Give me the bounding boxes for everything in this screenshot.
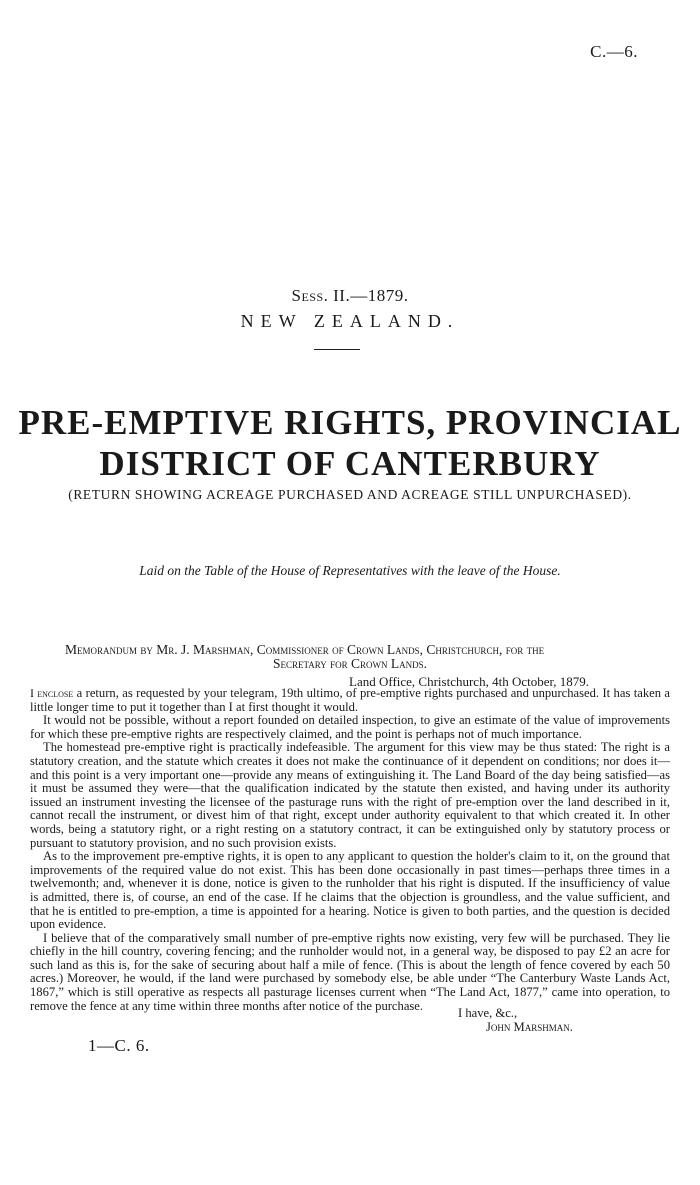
session-line bbox=[0, 286, 700, 306]
paragraph-1-lead: I enclose bbox=[30, 686, 74, 700]
title-line-2: DISTRICT OF CANTERBURY bbox=[99, 444, 601, 483]
paragraph-1-text: a return, as requested by your telegram, 19th ultimo, of pre-emptive rights purchased and unpurchased. It has taken a little longer time to put it together than I at first thought it would. bbox=[30, 686, 670, 714]
paragraph-3: The homestead pre-emptive right is practically indefeasible. The argument for this view may be thus stated: The right is a statutory creation, and the statute which creates it does not make the continuance of it dependent on conditions; nor does it—and this point is a very important one—provide any means of extinguishing it. The Land Board of the day being satisfied—as it must be assumed they were—that the qualification indicated by the statute then existed, and having under its authority issued an instrument investing the licensee of the pasturage runs with the right of pre-emption over the land described in it, cannot recall the instrument, or divest him of that right, except under authority equivalent to that which created it. In other words, being a statutory right, or a right resting on a statutory contract, it can be extinguished only by statutory process or pursuant to statutory provision, and no such provision exists. bbox=[30, 740, 670, 850]
paragraph-5: I believe that of the comparatively small number of pre-emptive rights now existing, very few will be purchased. They lie chiefly in the hill country, covering fencing; and the runholder would not, in a general way, be disposed to pay £2 an acre for such land as this is, for the sake of securing about half a mile of fence. (This is about the length of fence covered by each 50 acres.) Moreover, he would, if the land were purchased by somebody else, be able under “The Canterbury Waste Lands Act, 1867,” which is still operative as respects all pasturage licenses current when “The Land Act, 1877,” came into operation, to remove the fence at any time within three months after notice of the purchase. bbox=[30, 930, 670, 1013]
paragraph-1 bbox=[30, 687, 670, 714]
signature: John Marshman. bbox=[486, 1020, 573, 1034]
session-text: Sess. II.—1879. bbox=[291, 286, 409, 305]
memo-heading: Memorandum by Mr. J. Marshman, Commissioner of Crown Lands, Christchurch, for the bbox=[65, 642, 545, 657]
page-footer: 1—C. 6. bbox=[88, 1036, 150, 1055]
title-line-1: PRE-EMPTIVE RIGHTS, PROVINCIAL bbox=[18, 403, 682, 442]
document-reference: C.—6. bbox=[590, 42, 638, 61]
memo-dateline: Land Office, Christchurch, 4th October, 1879. bbox=[349, 674, 590, 689]
country-heading: NEW ZEALAND. bbox=[240, 311, 460, 331]
memo-body bbox=[30, 687, 670, 1013]
laid-on-table-line: Laid on the Table of the House of Representatives with the leave of the House. bbox=[139, 563, 561, 578]
paragraph-2: It would not be possible, without a report founded on detailed inspection, to give an estimate of the value of improvements for which these pre-emptive rights are respectively claimed, and the point is perhaps not of much importance. bbox=[30, 713, 670, 741]
closing: I have, &c., bbox=[458, 1006, 518, 1020]
divider-rule bbox=[314, 349, 360, 350]
subtitle: (RETURN SHOWING ACREAGE PURCHASED AND ACREAGE STILL UNPURCHASED). bbox=[68, 487, 632, 502]
paragraph-4: As to the improvement pre-emptive rights, it is open to any applicant to question the holder's claim to it, on the ground that improvements of the required value do not exist. This has been done occasionally in past times—perhaps three times in a twelvemonth; and, whenever it is done, notice is given to the runholder that his right is disputed. If the insufficiency of value is admitted, there is, of course, an end of the case. If he claims that the objection is groundless, and the value sufficient, and that he is entitled to pre-emption, a time is appointed for a hearing. Notice is given to both parties, and the question is decided upon evidence. bbox=[30, 849, 670, 932]
memo-recipient: Secretary for Crown Lands. bbox=[272, 656, 428, 671]
